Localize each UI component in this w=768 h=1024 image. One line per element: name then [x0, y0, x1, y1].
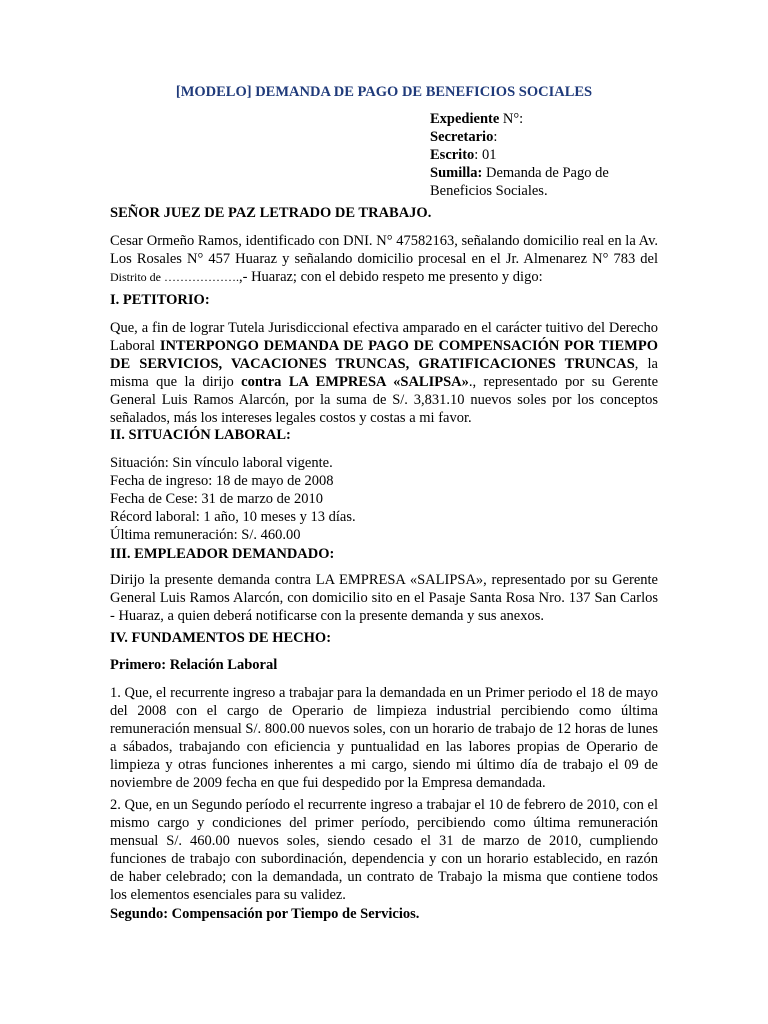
sumilla-line: Sumilla: Demanda de Pago de: [430, 165, 609, 181]
document-title: [MODELO] DEMANDA DE PAGO DE BENEFICIOS SOCIALES: [175, 84, 593, 100]
empleador-paragraph: Dirijo la presente demanda contra LA EMPRESA «SALIPSA», representado por su Gerente General Luis Ramos Alarcón, con domicilio sito en el Pasaje Santa Rosa Nro. 137 San Carlos - Huaraz, a quien deberá notificarse con la presente demanda y sus anexos.: [110, 572, 658, 624]
section-heading-situacion: II. SITUACIÓN LABORAL:: [110, 427, 291, 443]
list-item: Récord laboral: 1 año, 10 meses y 13 días.: [110, 509, 356, 525]
situacion-list: [110, 454, 356, 544]
list-item: Fecha de ingreso: 18 de mayo de 2008: [110, 473, 334, 489]
petitorio-paragraph: Que, a fin de lograr Tutela Jurisdiccional efectiva amparado en el carácter tuitivo del Derecho Laboral INTERPONGO DEMANDA DE PAGO DE COMPENSACIÓN POR TIEMPO DE SERVICIOS, VACACIONES TRUNCAS, GRATIFICACIONES TRUNCAS, la misma que la dirijo contra LA EMPRESA «SALIPSA»., representado por su Gerente General Luis Ramos Alarcón, por la suma de S/. 3,831.10 nuevos soles por los conceptos señalados, más los intereses legales costos y costas a mi favor.: [110, 320, 659, 426]
distrito-field: Distrito de ……………….: [110, 270, 239, 284]
case-header: [430, 110, 680, 200]
secretario-line: Secretario:: [430, 129, 498, 145]
list-item: Situación: Sin vínculo laboral vigente.: [110, 455, 333, 471]
intro-paragraph: Cesar Ormeño Ramos, identificado con DNI. N° 47582163, señalando domicilio real en la Av. Los Rosales N° 457 Huaraz y señalando domicilio procesal en el Jr. Almenarez N° 783 del Distrito de ……………….,- Huaraz; con el debido respeto me presento y digo:: [110, 233, 658, 285]
fundamento-paragraph-2: 2. Que, en un Segundo período el recurrente ingreso a trabajar el 10 de febrero de 2010, con el mismo cargo y condiciones del primer período, percibiendo como última remuneración mensual S/. 460.00 nuevos soles, siendo cesado el 31 de marzo de 2010, cumpliendo funciones de trabajo con subordinación, dependencia y con un horario establecido, en razón de haber celebrado; con la demandada, un contrato de Trabajo la misma que contiene todos los elementos esenciales para su validez.: [110, 797, 658, 903]
addressee: SEÑOR JUEZ DE PAZ LETRADO DE TRABAJO.: [110, 205, 432, 221]
subheading-compensacion: Segundo: Compensación por Tiempo de Servicios.: [110, 906, 420, 922]
escrito-line: Escrito: 01: [430, 147, 497, 163]
section-heading-fundamentos: IV. FUNDAMENTOS DE HECHO:: [110, 630, 332, 646]
subheading-relacion-laboral: Primero: Relación Laboral: [110, 657, 278, 673]
list-item: Última remuneración: S/. 460.00: [110, 527, 301, 543]
sumilla-line-2: Beneficios Sociales.: [430, 183, 548, 199]
section-heading-empleador: III. EMPLEADOR DEMANDADO:: [110, 546, 335, 562]
list-item: Fecha de Cese: 31 de marzo de 2010: [110, 491, 323, 507]
fundamento-paragraph-1: 1. Que, el recurrente ingreso a trabajar para la demandada en un Primer periodo el 18 de mayo del 2008 con el cargo de Operario de limpieza industrial percibiendo como última remuneración mensual S/. 800.00 nuevos soles, con un horario de trabajo de 12 horas de lunes a sábados, trabajando con eficiencia y puntualidad en las labores propias de Operario de limpieza y otras funciones inherentes a mi cargo, siendo mi último día de trabajo el 09 de noviembre de 2009 fecha en que fui despedido por la Empresa demandada.: [110, 685, 658, 791]
expediente-line: Expediente N°:: [430, 111, 524, 127]
section-heading-petitorio: I. PETITORIO:: [110, 292, 210, 308]
